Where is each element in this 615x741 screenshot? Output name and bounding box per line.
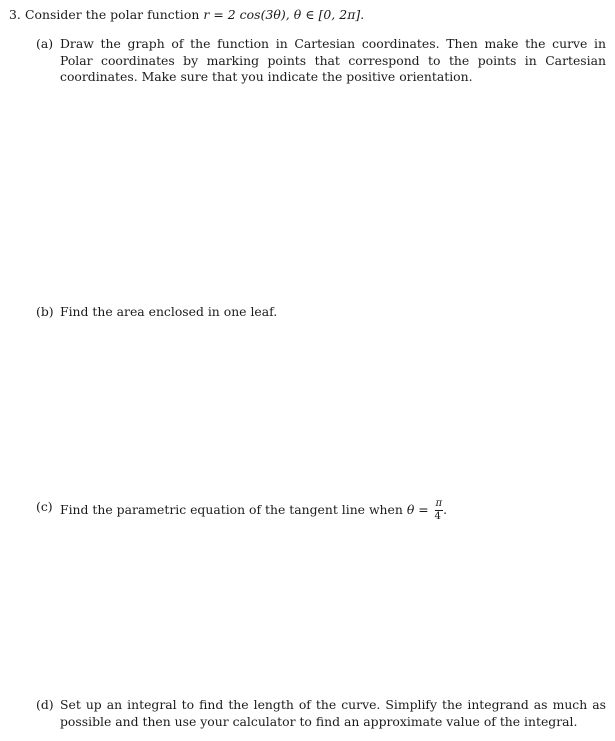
part-b-label: (b) — [36, 304, 54, 319]
part-c-label: (c) — [36, 499, 53, 514]
part-c-period: . — [443, 502, 448, 517]
part-d-label: (d) — [36, 697, 54, 712]
part-c-text: Find the parametric equation of the tangent line when — [60, 502, 403, 517]
fraction-numerator: π — [435, 498, 443, 509]
function-expression: r = 2 cos(3θ), — [203, 7, 290, 22]
question-intro: Consider the polar function — [24, 7, 200, 22]
part-c-text-line — [60, 499, 606, 522]
part-c — [36, 499, 606, 523]
part-b-text: Find the area enclosed in one leaf. — [60, 304, 278, 319]
part-a — [36, 36, 606, 96]
part-d — [36, 697, 606, 733]
pi-over-four-fraction — [435, 499, 444, 522]
part-a-text: Draw the graph of the function in Cartesian coordinates. Then make the curve in Polar coordinates by marking points that correspond to the points in Cartesian coordinates. Make sure that you indicate the positive orientation. — [60, 36, 606, 85]
part-d-text: Set up an integral to find the length of the curve. Simplify the integrand as much as possible and then use your calculator to find an approximate value of the integral. — [60, 697, 606, 729]
fraction-denominator: 4 — [434, 511, 441, 522]
question-header — [9, 7, 364, 23]
part-a-label: (a) — [36, 36, 54, 51]
part-b — [36, 304, 606, 324]
theta-expression: θ = — [406, 502, 429, 517]
domain-expression: θ ∈ [0, 2π]. — [293, 7, 365, 22]
question-number: 3. — [9, 7, 21, 22]
